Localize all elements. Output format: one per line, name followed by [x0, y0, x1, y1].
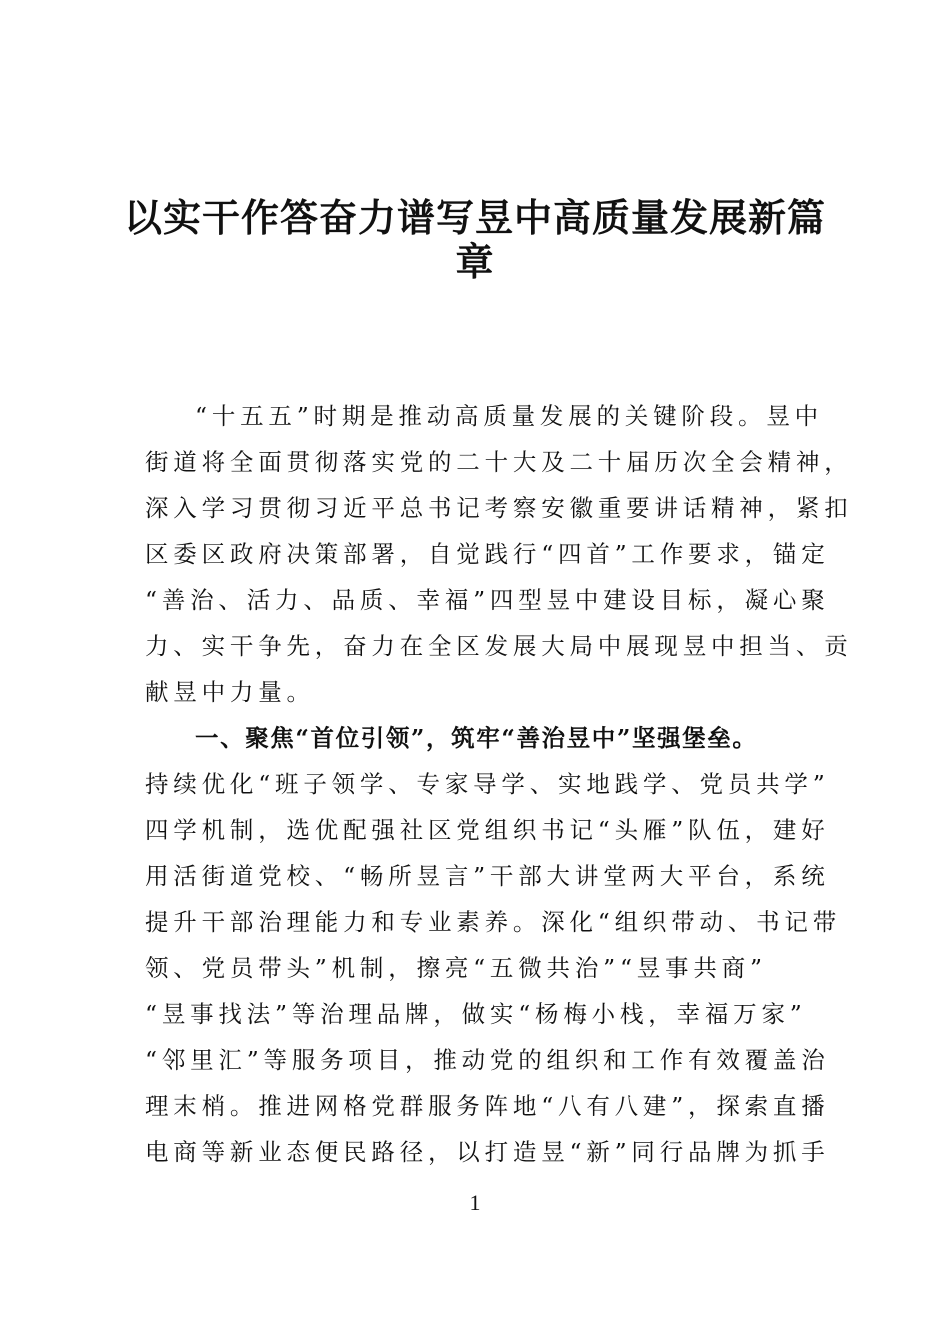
document-title-line-1: 以实干作答奋力谱写昱中高质量发展新篇 [123, 195, 826, 240]
body-paragraph-line: “善治、活力、品质、幸福”四型昱中建设目标，凝心聚 [145, 586, 830, 614]
document-title-line-2: 章 [455, 239, 495, 284]
body-paragraph-line: “昱事找法”等治理品牌，做实“杨梅小栈，幸福万家” [145, 1000, 807, 1028]
section-heading: 一、聚焦“首位引领”，筑牢“善治昱中”坚强堡垒。 [195, 724, 758, 752]
body-paragraph-line: 四学机制，选优配强社区党组织书记“头雁”队伍，建好 [145, 816, 830, 844]
body-paragraph-line: 持续优化“班子领学、专家导学、实地践学、党员共学” [145, 770, 830, 798]
body-paragraph-line: 献昱中力量。 [145, 678, 315, 706]
body-paragraph-line: 提升干部治理能力和专业素养。深化“组织带动、书记带 [145, 908, 842, 936]
body-paragraph-line: “邻里汇”等服务项目，推动党的组织和工作有效覆盖治 [145, 1046, 830, 1074]
body-paragraph-line: 区委区政府决策部署，自觉践行“四首”工作要求，锚定 [145, 540, 830, 568]
page-number: 1 [469, 1190, 481, 1215]
body-paragraph-line: 力、实干争先，奋力在全区发展大局中展现昱中担当、贡 [145, 632, 853, 660]
body-paragraph-line: 领、党员带头”机制，擦亮“五微共治”“昱事共商” [145, 954, 767, 982]
body-paragraph-line: “十五五”时期是推动高质量发展的关键阶段。昱中 [195, 402, 823, 430]
body-paragraph-line: 理末梢。推进网格党群服务阵地“八有八建”，探索直播 [145, 1092, 830, 1120]
body-paragraph-line: 深入学习贯彻习近平总书记考察安徽重要讲话精神，紧扣 [145, 494, 853, 522]
body-paragraph-line: 电商等新业态便民路径，以打造昱“新”同行品牌为抓手 [145, 1138, 830, 1166]
body-paragraph-line: 街道将全面贯彻落实党的二十大及二十届历次全会精神， [145, 448, 853, 476]
body-paragraph-line: 用活街道党校、“畅所昱言”干部大讲堂两大平台，系统 [145, 862, 830, 890]
